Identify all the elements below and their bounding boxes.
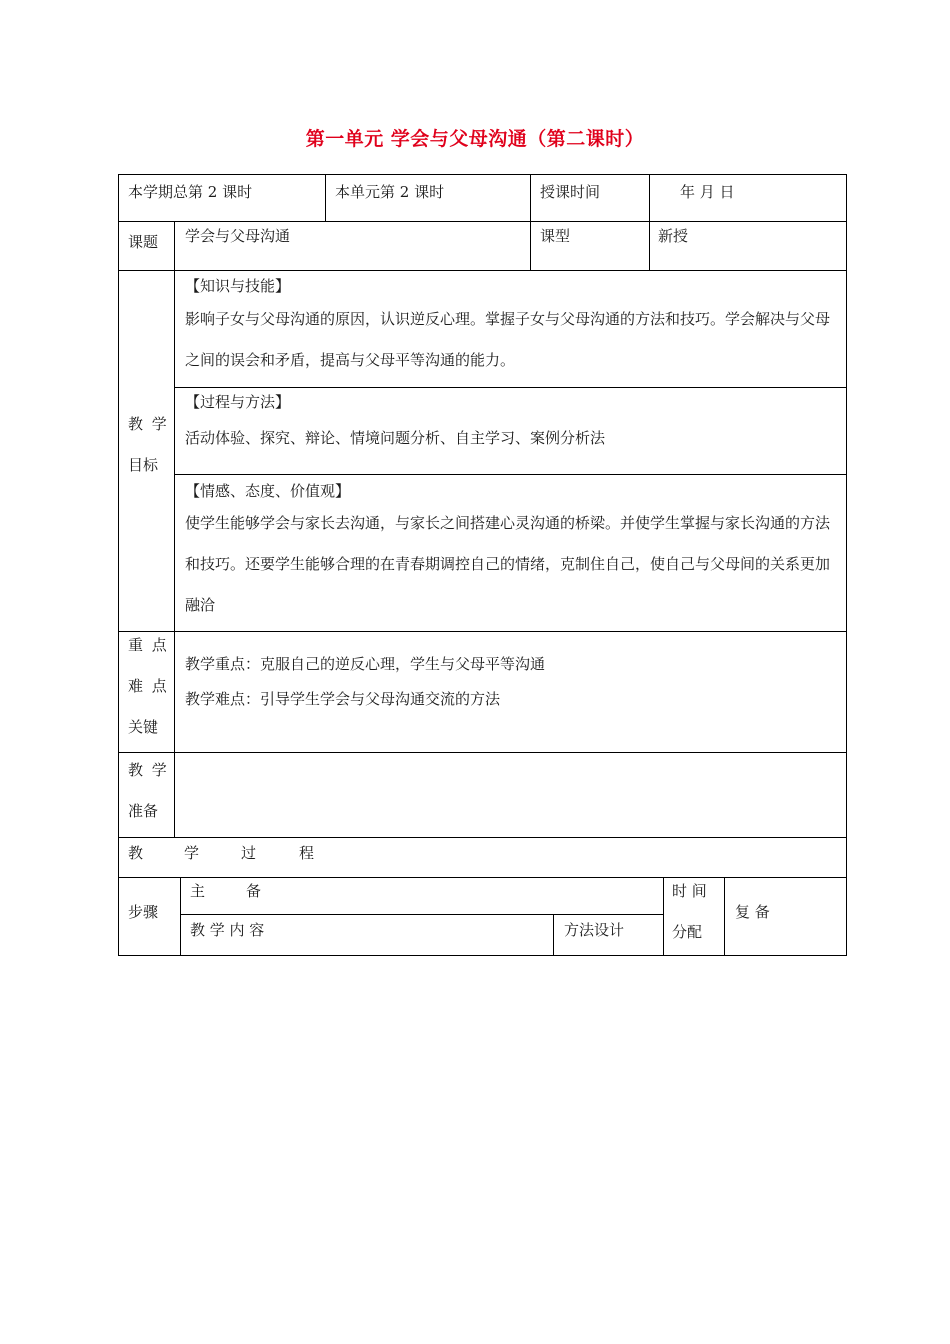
table-rule	[180, 877, 181, 955]
preparation-label: 教 学 准备	[128, 761, 169, 820]
process-heading: 【过程与方法】	[185, 393, 291, 411]
objectives-label: 教 学 目标	[128, 415, 169, 474]
table-border-top	[118, 174, 847, 175]
page-title: 第一单元 学会与父母沟通（第二课时）	[305, 128, 645, 150]
keypoints-label: 重 点 难 点 关键	[128, 636, 169, 736]
table-rule	[663, 877, 664, 955]
process-header-char: 学	[184, 844, 200, 862]
time-allocation-label: 时 间 分配	[672, 882, 707, 941]
table-rule	[553, 914, 554, 955]
table-rule	[118, 752, 847, 753]
lesson-type-label: 课型	[540, 227, 571, 245]
process-header-char: 程	[299, 844, 315, 862]
table-rule	[174, 387, 847, 388]
knowledge-heading: 【知识与技能】	[185, 277, 291, 295]
knowledge-text: 影响子女与父母沟通的原因，认识逆反心理。掌握子女与父母沟通的方法和技巧。学会解决与父母之间的误会和矛盾，提高与父母平等沟通的能力。	[185, 310, 831, 369]
table-rule	[180, 914, 663, 915]
table-rule	[118, 221, 847, 222]
table-rule	[118, 837, 847, 838]
table-rule	[118, 270, 847, 271]
emotion-text: 使学生能够学会与家长去沟通，与家长之间搭建心灵沟通的桥梁。并使学生掌握与家长沟通的方法和技巧。还要学生能够合理的在青春期调控自己的情绪，克制住自己，使自己与父母间的关系更加融洽	[185, 514, 831, 614]
lesson-type-value: 新授	[658, 227, 689, 245]
process-header-char: 过	[241, 844, 257, 862]
table-rule	[530, 174, 531, 270]
table-rule	[724, 877, 725, 955]
table-rule	[118, 631, 847, 632]
table-rule	[325, 174, 326, 221]
process-text: 活动体验、探究、辩论、情境问题分析、自主学习、案例分析法	[185, 429, 606, 447]
table-rule	[649, 174, 650, 270]
main-prep-char: 主	[190, 882, 206, 900]
lesson-date-value: 年 月 日	[680, 183, 735, 201]
lesson-time-label: 授课时间	[540, 183, 601, 201]
main-prep-char: 备	[246, 882, 262, 900]
topic-value: 学会与父母沟通	[185, 227, 291, 245]
emotion-heading: 【情感、态度、价值观】	[185, 482, 351, 500]
total-lessons-cell: 本学期总第 2 课时	[128, 183, 253, 201]
table-rule	[174, 474, 847, 475]
review-prep-label: 复 备	[735, 903, 770, 921]
teaching-focus: 教学重点：克服自己的逆反心理，学生与父母平等沟通	[185, 655, 546, 673]
table-rule	[118, 877, 847, 878]
unit-lessons-cell: 本单元第 2 课时	[335, 183, 445, 201]
table-rule	[174, 221, 175, 837]
table-border-bottom	[118, 955, 847, 956]
table-border-right	[846, 174, 847, 956]
method-design-label: 方法设计	[564, 921, 625, 939]
teaching-difficulty: 教学难点：引导学生学会与父母沟通交流的方法	[185, 690, 501, 708]
steps-label: 步骤	[128, 903, 159, 921]
table-border-left	[118, 174, 119, 956]
process-header-char: 教	[128, 844, 144, 862]
topic-label: 课题	[128, 233, 159, 251]
teaching-content-label: 教 学 内 容	[190, 921, 265, 939]
